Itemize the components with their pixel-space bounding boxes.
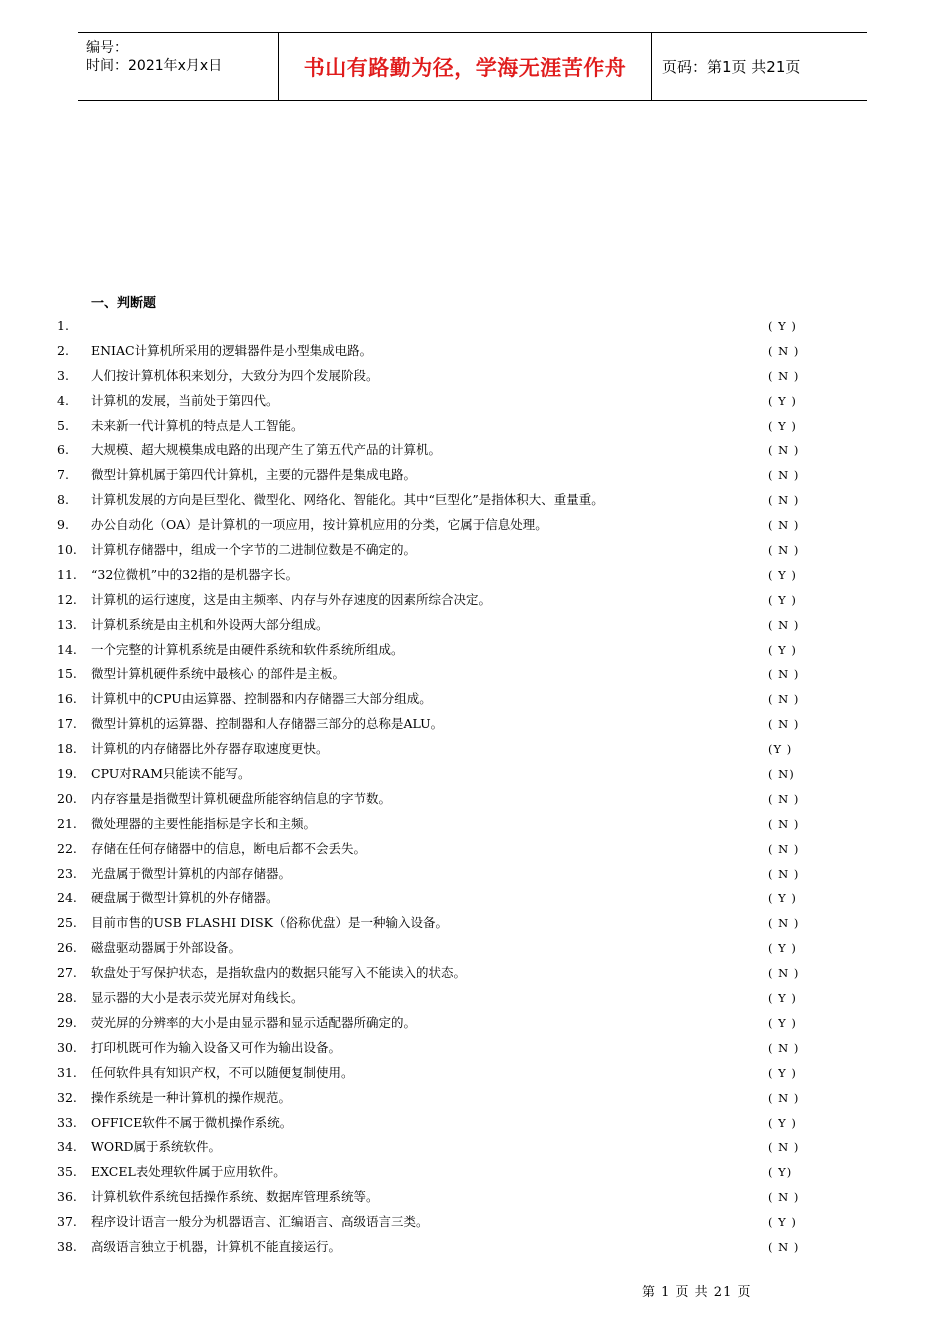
question-number: 22. <box>57 840 77 856</box>
question-number: 8. <box>57 492 69 508</box>
question-number: 33. <box>57 1114 77 1130</box>
question-answer: ( N ) <box>768 866 800 881</box>
question-answer: ( N ) <box>768 667 800 682</box>
question-number: 32. <box>57 1089 77 1105</box>
question-number: 20. <box>57 790 77 806</box>
question-text: 荧光屏的分辨率的大小是由显示器和显示适配器所确定的。 <box>91 1014 417 1030</box>
question-number: 2. <box>57 342 69 358</box>
question-item <box>57 938 817 963</box>
question-answer: ( N) <box>768 767 795 782</box>
question-number: 14. <box>57 641 77 657</box>
question-item <box>57 1113 817 1138</box>
question-text: 计算机的发展，当前处于第四代。 <box>91 392 279 408</box>
question-number: 36. <box>57 1189 77 1205</box>
question-text: OFFICE软件不属于微机操作系统。 <box>91 1114 293 1130</box>
question-answer: ( N ) <box>768 916 800 931</box>
question-item <box>57 465 817 490</box>
question-text: 高级语言独立于机器，计算机不能直接运行。 <box>91 1238 342 1254</box>
question-answer: ( N ) <box>768 1090 800 1105</box>
document-number-label: 编号： <box>86 40 128 56</box>
question-text: 计算机的运行速度，这是由主频率、内存与外存速度的因素所综合决定。 <box>91 591 492 607</box>
question-answer: ( N ) <box>768 443 800 458</box>
document-time-label: 时间：2021年x月x日 <box>86 58 223 74</box>
question-answer: ( Y ) <box>768 393 797 408</box>
question-number: 13. <box>57 616 77 632</box>
question-text: 微型计算机的运算器、控制器和人存储器三部分的总称是ALU。 <box>91 716 444 732</box>
question-answer: ( N ) <box>768 1239 800 1254</box>
question-text: CPU对RAM只能读不能写。 <box>91 766 251 782</box>
question-item <box>57 963 817 988</box>
question-item <box>57 640 817 665</box>
question-number: 23. <box>57 865 77 881</box>
question-number: 9. <box>57 517 69 533</box>
question-text: 办公自动化（OA）是计算机的一项应用，按计算机应用的分类，它属于信息处理。 <box>91 517 548 533</box>
question-item <box>57 789 817 814</box>
question-text: 计算机的内存储器比外存器存取速度更快。 <box>91 741 329 757</box>
question-answer: ( Y ) <box>768 319 797 333</box>
question-answer: ( N ) <box>768 368 800 383</box>
question-item <box>57 864 817 889</box>
question-number: 6. <box>57 442 69 458</box>
question-item <box>57 391 817 416</box>
page-header <box>78 32 867 101</box>
question-text: EXCEL表处理软件属于应用软件。 <box>91 1164 286 1180</box>
question-number: 26. <box>57 940 77 956</box>
question-text: 打印机既可作为输入设备又可作为输出设备。 <box>91 1039 342 1055</box>
question-text: 操作系统是一种计算机的操作规范。 <box>91 1089 292 1105</box>
question-number: 31. <box>57 1064 77 1080</box>
question-number: 18. <box>57 741 77 757</box>
question-text: 微型计算机属于第四代计算机，主要的元器件是集成电路。 <box>91 467 417 483</box>
question-text: 软盘处于写保护状态，是指软盘内的数据只能写入不能读入的状态。 <box>91 965 467 981</box>
question-answer: ( Y ) <box>768 1065 797 1080</box>
question-item <box>57 1162 817 1187</box>
question-item <box>57 913 817 938</box>
question-item <box>57 366 817 391</box>
question-text: 程序设计语言一般分为机器语言、汇编语言、高级语言三类。 <box>91 1214 429 1230</box>
question-item <box>57 1137 817 1162</box>
question-answer: ( Y ) <box>768 567 797 582</box>
question-number: 21. <box>57 815 77 831</box>
question-number: 24. <box>57 890 77 906</box>
question-answer: ( N ) <box>768 841 800 856</box>
question-number: 3. <box>57 367 69 383</box>
question-item <box>57 664 817 689</box>
question-text: 人们按计算机体积来划分，大致分为四个发展阶段。 <box>91 367 379 383</box>
question-item <box>57 1013 817 1038</box>
question-text: 计算机中的CPU由运算器、控制器和内存储器三大部分组成。 <box>91 691 432 707</box>
question-answer: ( Y ) <box>768 1015 797 1030</box>
question-number: 17. <box>57 716 77 732</box>
header-motto: 书山有路勤为径，学海无涯苦作舟 <box>303 55 627 80</box>
question-text: 光盘属于微型计算机的内部存储器。 <box>91 865 292 881</box>
question-text: 大规模、超大规模集成电路的出现产生了第五代产品的计算机。 <box>91 442 442 458</box>
question-number: 25. <box>57 915 77 931</box>
question-number: 11. <box>57 566 77 582</box>
question-answer: ( N ) <box>768 543 800 558</box>
question-text: 计算机发展的方向是巨型化、微型化、网络化、智能化。其中“巨型化”是指体积大、重量重。 <box>91 492 604 508</box>
question-item <box>57 565 817 590</box>
question-answer: ( N ) <box>768 518 800 533</box>
question-answer: ( Y ) <box>768 891 797 906</box>
question-number: 12. <box>57 591 77 607</box>
question-text: “32位微机”中的32指的是机器字长。 <box>91 566 299 582</box>
question-item <box>57 1038 817 1063</box>
question-text: 计算机存储器中，组成一个字节的二进制位数是不确定的。 <box>91 542 417 558</box>
question-answer: ( N ) <box>768 816 800 831</box>
question-answer: ( Y ) <box>768 1215 797 1230</box>
question-number: 5. <box>57 417 69 433</box>
question-item <box>57 814 817 839</box>
question-text: 微处理器的主要性能指标是字长和主频。 <box>91 815 317 831</box>
question-item <box>57 1237 817 1262</box>
question-item <box>57 1063 817 1088</box>
header-motto-cell <box>279 33 652 100</box>
question-text: 任何软件具有知识产权，不可以随便复制使用。 <box>91 1064 354 1080</box>
question-item <box>57 1088 817 1113</box>
question-answer: ( Y ) <box>768 991 797 1006</box>
question-number: 16. <box>57 691 77 707</box>
question-text: 存储在任何存储器中的信息，断电后都不会丢失。 <box>91 840 367 856</box>
question-number: 29. <box>57 1014 77 1030</box>
question-number: 30. <box>57 1039 77 1055</box>
question-answer: ( N ) <box>768 692 800 707</box>
question-answer: ( Y ) <box>768 418 797 433</box>
question-text: 未来新一代计算机的特点是人工智能。 <box>91 417 304 433</box>
question-text: 磁盘驱动器属于外部设备。 <box>91 940 242 956</box>
question-number: 37. <box>57 1214 77 1230</box>
question-number: 28. <box>57 990 77 1006</box>
question-text: 计算机软件系统包括操作系统、数据库管理系统等。 <box>91 1189 379 1205</box>
question-answer: ( Y) <box>768 1165 793 1180</box>
section-title: 一、判断题 <box>91 296 157 311</box>
question-answer: ( N ) <box>768 1040 800 1055</box>
question-item <box>57 1212 817 1237</box>
header-page-cell <box>652 33 867 100</box>
question-item <box>57 1187 817 1212</box>
question-text: 微型计算机硬件系统中最核心 的部件是主板。 <box>91 666 345 682</box>
question-answer: ( Y ) <box>768 592 797 607</box>
question-answer: (Y ) <box>768 742 793 757</box>
question-answer: ( N ) <box>768 468 800 483</box>
question-number: 19. <box>57 766 77 782</box>
question-text: 目前市售的USB FLASHI DISK（俗称优盘）是一种输入设备。 <box>91 915 448 931</box>
question-item <box>57 540 817 565</box>
question-text: 计算机系统是由主机和外设两大部分组成。 <box>91 616 329 632</box>
question-number: 34. <box>57 1139 77 1155</box>
question-item <box>57 764 817 789</box>
question-item <box>57 714 817 739</box>
question-item <box>57 440 817 465</box>
question-item <box>57 515 817 540</box>
question-text: 硬盘属于微型计算机的外存储器。 <box>91 890 279 906</box>
question-answer: ( N ) <box>768 1140 800 1155</box>
question-answer: ( N ) <box>768 717 800 732</box>
question-item <box>57 590 817 615</box>
question-text: WORD属于系统软件。 <box>91 1139 222 1155</box>
question-item <box>57 739 817 764</box>
question-answer: ( Y ) <box>768 642 797 657</box>
question-text: 显示器的大小是表示荧光屏对角线长。 <box>91 990 304 1006</box>
header-page-info: 页码：第1页 共21页 <box>662 58 801 76</box>
page-footer: 第 1 页 共 21 页 <box>642 1285 752 1300</box>
question-number: 35. <box>57 1164 77 1180</box>
question-item <box>57 316 817 341</box>
question-text: 内存容量是指微型计算机硬盘所能容纳信息的字节数。 <box>91 790 392 806</box>
question-number: 38. <box>57 1238 77 1254</box>
question-answer: ( N ) <box>768 1190 800 1205</box>
question-item <box>57 615 817 640</box>
question-number: 10. <box>57 542 77 558</box>
question-answer: ( Y ) <box>768 1115 797 1130</box>
question-text: ENIAC计算机所采用的逻辑器件是小型集成电路。 <box>91 342 373 358</box>
question-answer: ( N ) <box>768 791 800 806</box>
question-number: 7. <box>57 467 69 483</box>
question-text: 一个完整的计算机系统是由硬件系统和软件系统所组成。 <box>91 641 404 657</box>
question-item <box>57 988 817 1013</box>
question-answer: ( Y ) <box>768 941 797 956</box>
question-list <box>57 316 817 1262</box>
question-item <box>57 341 817 366</box>
question-item <box>57 416 817 441</box>
question-number: 1. <box>57 318 69 333</box>
question-answer: ( N ) <box>768 493 800 508</box>
question-number: 27. <box>57 965 77 981</box>
question-item <box>57 490 817 515</box>
question-answer: ( N ) <box>768 617 800 632</box>
header-meta-cell <box>78 33 279 100</box>
question-answer: ( N ) <box>768 966 800 981</box>
question-item <box>57 888 817 913</box>
question-item <box>57 839 817 864</box>
question-number: 15. <box>57 666 77 682</box>
question-answer: ( N ) <box>768 343 800 358</box>
question-item <box>57 689 817 714</box>
question-number: 4. <box>57 392 69 408</box>
